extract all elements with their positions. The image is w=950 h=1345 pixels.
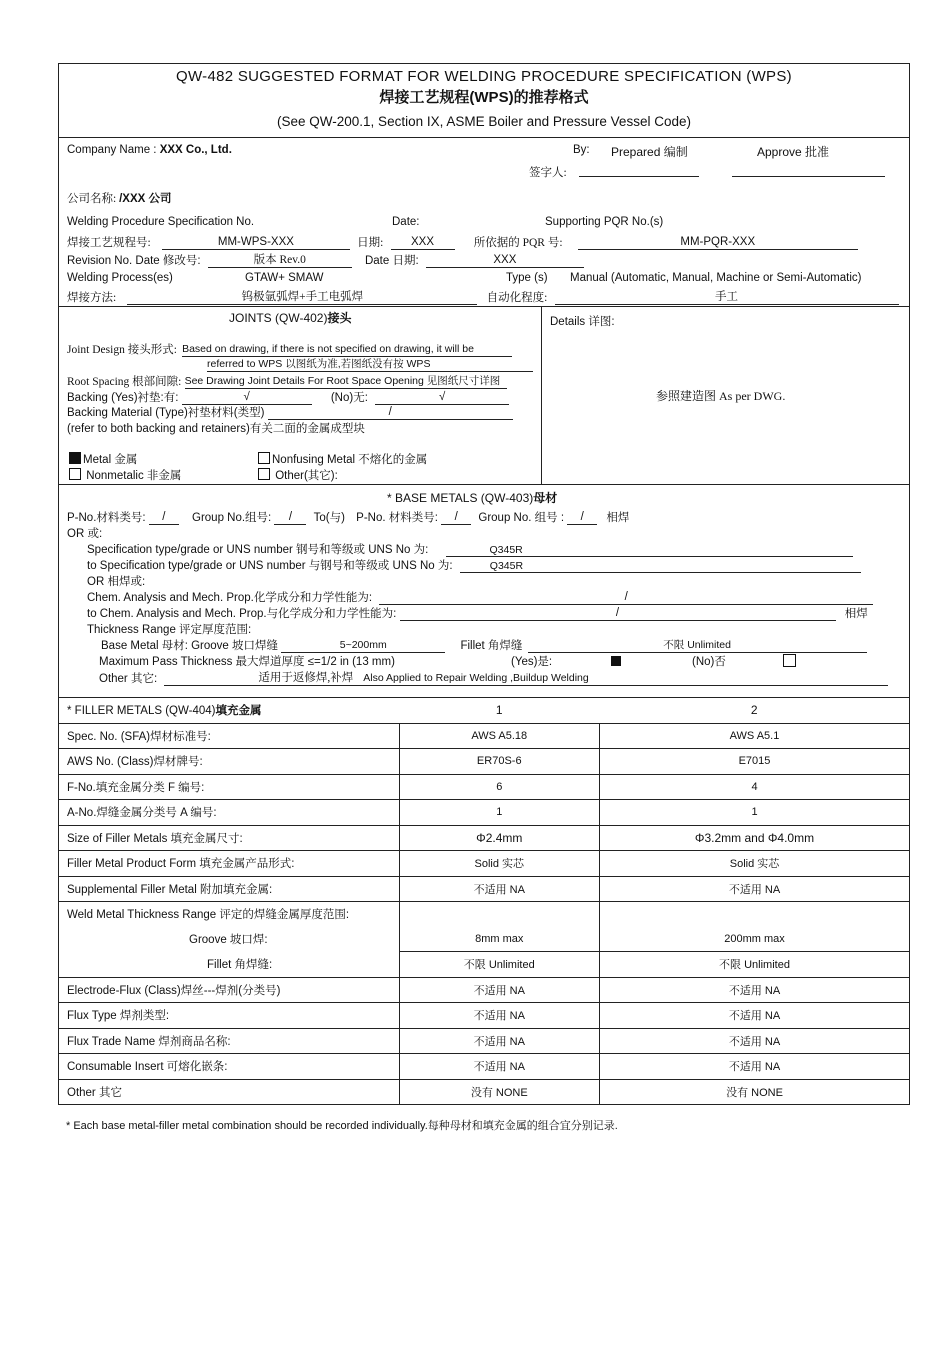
table-row	[59, 927, 909, 952]
wps-no-row	[67, 234, 858, 250]
fillet-thickness-field[interactable]: 不限 Unlimited	[528, 638, 867, 653]
root-spacing-label: Root Spacing 根部间隙:	[67, 376, 182, 388]
company-name-cn-value[interactable]: /XXX 公司	[119, 193, 172, 205]
base-other-row	[99, 670, 888, 686]
max-pass-yes-checkbox-checked[interactable]	[611, 656, 621, 666]
filler-cell[interactable]: Solid 实芯	[399, 851, 600, 877]
backing-material-row	[67, 404, 513, 420]
type-value-en: Manual (Automatic, Manual, Machine or Semi-Automatic)	[570, 272, 862, 284]
max-pass-label: Maximum Pass Thickness 最大焊道厚度 ≤=1/2 in (13 mm)	[99, 656, 395, 668]
form-title-block	[59, 64, 909, 138]
revision-row	[67, 252, 584, 268]
or-label-2: OR 相焊或:	[87, 576, 146, 588]
to-chem-suffix: 相焊	[844, 608, 868, 620]
filler-cell[interactable]: 200mm max	[600, 927, 910, 952]
filler-row-label: Groove 坡口焊:	[189, 934, 268, 946]
pno-row	[67, 509, 629, 525]
process-value-en: GTAW+ SMAW	[245, 272, 324, 284]
footnote: * Each base metal-filler metal combination should be recorded individually.每种母材和填充金属的组合宜分别记录.	[66, 1120, 618, 1132]
filler-row-label: Flux Trade Name 焊剂商品名称:	[59, 1028, 399, 1054]
filler-cell[interactable]: 不适用 NA	[600, 1054, 910, 1080]
pno-field[interactable]: /	[149, 510, 179, 525]
filler-metals-table	[59, 698, 909, 1104]
filler-row-label: Electrode-Flux (Class)焊丝---焊剂(分类号)	[59, 977, 399, 1003]
joint-design-field-2[interactable]: referred to WPS 以图纸为准,若图纸没有按 WPS	[207, 357, 533, 372]
type-label-en: Type (s)	[506, 272, 548, 284]
approve-signature-line[interactable]	[732, 176, 885, 177]
filler-row-label: Size of Filler Metals 填充金属尺寸:	[59, 825, 399, 851]
joint-design-label: Joint Design 接头形式:	[67, 344, 177, 356]
wps-form	[58, 63, 910, 1105]
filler-cell[interactable]: 不限 Unlimited	[399, 952, 600, 978]
prepared-label: Prepared 编制	[611, 145, 688, 159]
filler-row-label: Other 其它	[59, 1079, 399, 1104]
filler-cell[interactable]: AWS A5.18	[399, 723, 600, 749]
backing-yes-field[interactable]: √	[182, 390, 312, 405]
base-metals-header	[387, 489, 557, 506]
metal-checkbox-checked[interactable]	[69, 452, 81, 464]
revision-date-field[interactable]: XXX	[426, 253, 584, 268]
spec-field[interactable]: Q345R	[446, 543, 853, 557]
chem-row	[87, 589, 873, 605]
nonmetallic-option[interactable]	[69, 467, 181, 483]
process-row-cn	[67, 289, 899, 305]
filler-cell[interactable]: E7015	[600, 749, 910, 775]
group2-field[interactable]: /	[567, 510, 597, 525]
nonmetallic-label: Nonmetalic 非金属	[86, 470, 182, 482]
company-name-cn-label: 公司名称:	[67, 193, 120, 205]
joints-divider	[541, 307, 542, 484]
base-groove-label: Base Metal 母材: Groove 坡口焊缝	[101, 640, 279, 652]
table-row	[59, 1003, 909, 1029]
base-thickness-row	[101, 637, 867, 653]
company-name-label: Company Name :	[67, 144, 160, 156]
group-field[interactable]: /	[274, 510, 306, 525]
spec-label: Specification type/grade or UNS number 钢号和等级或 UNS No 为:	[87, 544, 429, 556]
filler-cell[interactable]: 1	[399, 800, 600, 826]
nonmetallic-checkbox[interactable]	[69, 468, 81, 480]
filler-cell[interactable]: 没有 NONE	[600, 1079, 910, 1104]
backing-no-label: (No)无:	[330, 392, 368, 404]
retainers-note: (refer to both backing and retainers)有关二面的金属成型块	[67, 423, 365, 435]
type-label-cn: 自动化程度:	[486, 292, 548, 304]
filler-cell-empty	[600, 902, 910, 927]
table-row	[59, 902, 909, 927]
other-label: Other(其它):	[275, 470, 338, 482]
filler-row-label: Consumable Insert 可熔化嵌条:	[59, 1054, 399, 1080]
filler-cell[interactable]: Φ2.4mm	[399, 825, 600, 851]
base-metals-section	[59, 485, 909, 698]
table-row	[59, 977, 909, 1003]
filler-header-row	[59, 698, 909, 723]
details-label: Details 详图:	[550, 316, 615, 328]
nonfusing-label: Nonfusing Metal 不熔化的金属	[272, 454, 428, 466]
company-name-value[interactable]: XXX Co., Ltd.	[159, 144, 232, 156]
joint-design-row2	[207, 357, 533, 372]
to-chem-row	[87, 605, 868, 621]
filler-row-label: Flux Type 焊剂类型:	[59, 1003, 399, 1029]
revision-label: Revision No. Date 修改号:	[67, 255, 201, 267]
process-field[interactable]: 钨极氩弧焊+手工电弧焊	[127, 290, 477, 305]
filler-row-label: Fillet 角焊缝:	[207, 959, 273, 971]
filler-cell[interactable]: 1	[600, 800, 910, 826]
backing-no-field[interactable]: √	[375, 390, 509, 405]
table-row	[59, 876, 909, 902]
metal-label: Metal 金属	[83, 454, 138, 466]
filler-row-label: Weld Metal Thickness Range 评定的焊缝金属厚度范围:	[59, 902, 399, 927]
chem-label: Chem. Analysis and Mech. Prop.化学成分和力学性能为:	[87, 592, 373, 604]
process-label-en: Welding Process(es)	[67, 272, 173, 284]
company-name-en	[67, 144, 232, 156]
table-row	[59, 851, 909, 877]
to-chem-field[interactable]: /	[400, 606, 836, 621]
filler-cell[interactable]: 不适用 NA	[600, 1003, 910, 1029]
nonfusing-option[interactable]	[258, 451, 427, 467]
table-row	[59, 800, 909, 826]
filler-cell[interactable]: 不适用 NA	[600, 1028, 910, 1054]
weld-with-label: 相焊	[606, 512, 630, 524]
nonfusing-checkbox[interactable]	[258, 452, 270, 464]
company-section	[59, 138, 909, 307]
date-label-en: Date:	[392, 216, 420, 228]
pno-label: P-No.材料类号:	[67, 512, 146, 524]
filler-cell[interactable]: 不适用 NA	[399, 876, 600, 902]
filler-header	[59, 698, 399, 723]
filler-cell[interactable]: 不适用 NA	[399, 977, 600, 1003]
max-pass-no-checkbox[interactable]	[783, 654, 796, 667]
form-subtitle: (See QW-200.1, Section IX, ASME Boiler and Pressure Vessel Code)	[277, 114, 691, 129]
filler-col-1: 1	[495, 703, 503, 718]
base-other-field[interactable]	[164, 671, 888, 686]
backing-yes-label: Backing (Yes)衬垫:有:	[67, 392, 179, 404]
table-row	[59, 723, 909, 749]
joints-section	[59, 307, 909, 485]
details-value[interactable]: 参照建造图 As per DWG.	[656, 389, 786, 403]
backing-material-label: Backing Material (Type)衬垫材料(类型)	[67, 407, 265, 419]
pqr-label-en: Supporting PQR No.(s)	[545, 216, 664, 228]
to-chem-label: to Chem. Analysis and Mech. Prop.与化学成分和力学性能为:	[87, 608, 397, 620]
filler-row-label: A-No.焊缝金属分类号 A 编号:	[59, 800, 399, 826]
table-row	[59, 774, 909, 800]
filler-cell[interactable]: 6	[399, 774, 600, 800]
base-other-value-cn: 适用于返修焊,补焊	[258, 672, 354, 684]
prepared-signature-line[interactable]	[579, 176, 699, 177]
groove-thickness-field[interactable]: 5~200mm	[281, 638, 445, 653]
to-spec-field[interactable]: Q345R	[460, 559, 861, 573]
filler-row-label: Spec. No. (SFA)焊材标准号:	[59, 723, 399, 749]
date-field[interactable]: XXX	[391, 235, 455, 250]
spec-row	[87, 541, 853, 557]
filler-cell[interactable]: Solid 实芯	[600, 851, 910, 877]
filler-cell[interactable]: ER70S-6	[399, 749, 600, 775]
filler-cell[interactable]: 不适用 NA	[399, 1003, 600, 1029]
table-row	[59, 1079, 909, 1104]
filler-header-en: * FILLER METALS (QW-404)	[67, 705, 216, 718]
joint-design-field[interactable]: Based on drawing, if there is not specified on drawing, it will be	[182, 342, 512, 357]
filler-cell[interactable]: 8mm max	[399, 927, 600, 952]
joint-design-row	[67, 341, 512, 357]
approve-label: Approve 批准	[757, 145, 830, 159]
wps-no-label-en: Welding Procedure Specification No.	[67, 216, 255, 228]
form-title-cn: 焊接工艺规程(WPS)的推荐格式	[379, 89, 589, 106]
table-row	[59, 825, 909, 851]
filler-col-2: 2	[750, 703, 758, 718]
table-row	[59, 952, 909, 978]
filler-cell[interactable]: 不适用 NA	[399, 1028, 600, 1054]
base-fillet-label: Fillet 角焊缝	[460, 640, 523, 652]
chem-field[interactable]: /	[379, 590, 873, 605]
other-option[interactable]	[258, 467, 338, 483]
root-spacing-row	[67, 373, 507, 389]
thickness-range-label: Thickness Range 评定厚度范围:	[87, 624, 252, 636]
base-other-label: Other 其它:	[99, 673, 158, 685]
root-spacing-field[interactable]: See Drawing Joint Details For Root Space Opening 见图纸尺寸详图	[185, 374, 507, 389]
to-spec-label: to Specification type/grade or UNS number 与钢号和等级或 UNS No 为:	[87, 560, 453, 572]
pno2-field[interactable]: /	[441, 510, 471, 525]
table-row	[59, 1028, 909, 1054]
pqr-label-cn: 所依据的 PQR 号:	[473, 237, 563, 249]
metal-option[interactable]	[69, 451, 137, 467]
signer-label: 签字人:	[529, 167, 567, 179]
filler-row-label: F-No.填充金属分类 F 编号:	[59, 774, 399, 800]
table-row	[59, 1054, 909, 1080]
filler-row-label: Supplemental Filler Metal 附加填充金属:	[59, 876, 399, 902]
other-checkbox[interactable]	[258, 468, 270, 480]
backing-material-field[interactable]: /	[268, 405, 513, 420]
wps-no-label-cn: 焊接工艺规程号:	[67, 237, 151, 249]
form-title-en: QW-482 SUGGESTED FORMAT FOR WELDING PROCEDURE SPECIFICATION (WPS)	[176, 68, 792, 85]
filler-cell[interactable]: 不适用 NA	[399, 1054, 600, 1080]
or-label-1: OR 或:	[67, 528, 103, 540]
type-field[interactable]: 手工	[555, 290, 899, 305]
revision-field[interactable]: 版本 Rev.0	[208, 253, 352, 268]
joints-header	[229, 309, 351, 326]
to-spec-row	[87, 557, 861, 573]
joints-header-en: JOINTS (QW-402)	[229, 311, 328, 325]
revision-date-label: Date 日期:	[364, 255, 419, 267]
filler-cell[interactable]: 不适用 NA	[600, 977, 910, 1003]
filler-cell[interactable]: 没有 NONE	[399, 1079, 600, 1104]
by-label: By:	[573, 144, 590, 156]
group-label: Group No.组号:	[192, 512, 272, 524]
date-label-cn: 日期:	[357, 237, 384, 249]
wps-no-field[interactable]: MM-WPS-XXX	[162, 235, 350, 250]
base-other-value-en: Also Applied to Repair Welding ,Buildup Welding	[363, 672, 589, 684]
pqr-no-field[interactable]: MM-PQR-XXX	[578, 235, 858, 250]
filler-cell[interactable]: Φ3.2mm and Φ4.0mm	[600, 825, 910, 851]
max-pass-yes-label: (Yes)是:	[511, 656, 553, 668]
process-label-cn: 焊接方法:	[67, 292, 117, 304]
to-label: To(与)	[313, 512, 345, 524]
filler-cell[interactable]: 不限 Unlimited	[600, 952, 910, 978]
pno2-label: P-No. 材料类号:	[356, 512, 438, 524]
filler-cell-empty	[399, 902, 600, 927]
group2-label: Group No. 组号 :	[478, 512, 565, 524]
table-row	[59, 749, 909, 775]
filler-cell[interactable]: 4	[600, 774, 910, 800]
joints-header-cn: 接头	[327, 311, 352, 325]
base-metals-header-en: * BASE METALS (QW-403)	[387, 491, 534, 505]
filler-row-label: Filler Metal Product Form 填充金属产品形式:	[59, 851, 399, 877]
filler-header-cn: 填充金属	[215, 705, 262, 718]
filler-cell[interactable]: 不适用 NA	[600, 876, 910, 902]
backing-row	[67, 389, 509, 405]
max-pass-no-label: (No)否	[692, 656, 726, 668]
company-name-cn	[67, 190, 171, 206]
filler-row-label: AWS No. (Class)焊材牌号:	[59, 749, 399, 775]
base-metals-header-cn: 母材	[533, 491, 558, 505]
filler-cell[interactable]: AWS A5.1	[600, 723, 910, 749]
